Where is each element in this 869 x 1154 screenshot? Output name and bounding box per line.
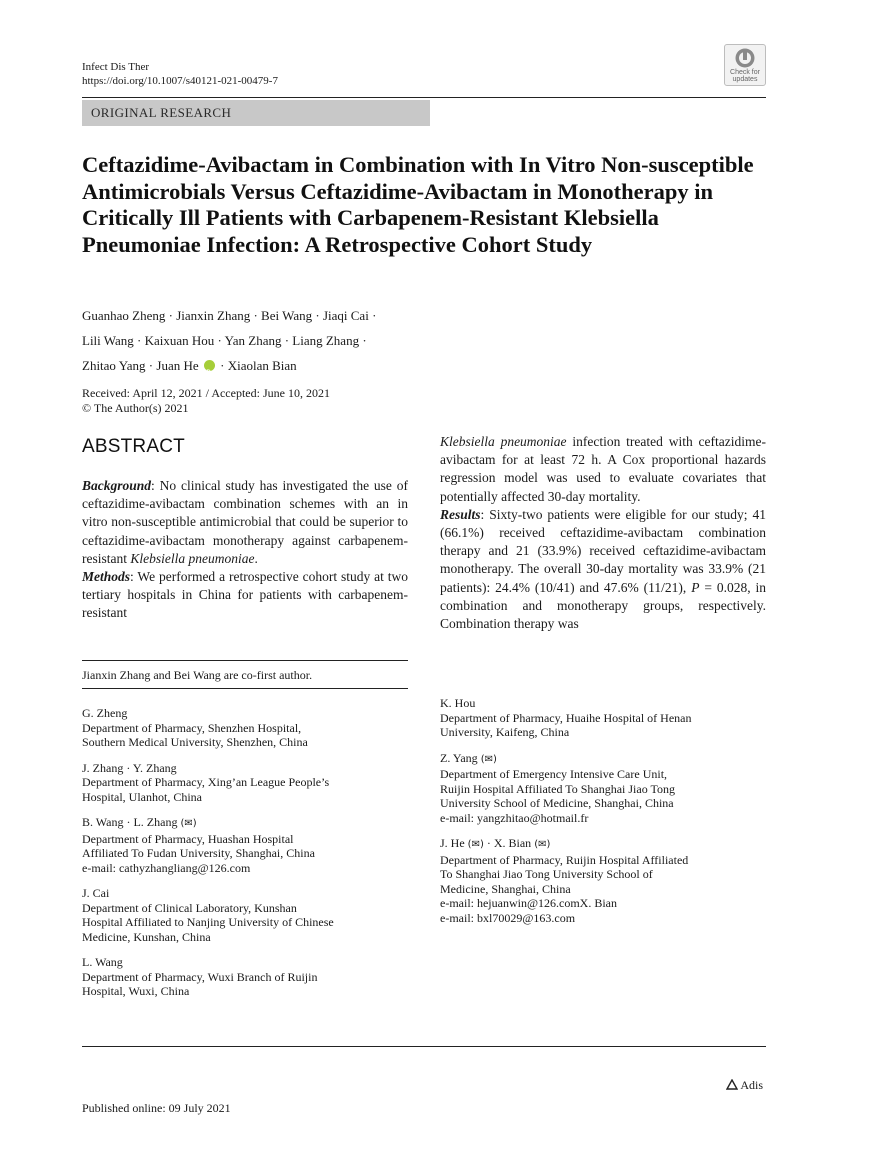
affiliation-name-row <box>82 815 412 832</box>
author-line-3b[interactable]: · Xiaolan Bian <box>220 358 297 373</box>
publisher-name: Adis <box>740 1078 764 1092</box>
affiliation-email[interactable]: e-mail: cathyzhangliang@126.com <box>82 860 251 875</box>
journal-header <box>82 60 278 88</box>
results-text-b: = 0.028, in combination and monotherapy groups, respectively. Combination therapy was <box>440 579 766 632</box>
affiliation-name: G. Zheng <box>82 706 128 720</box>
affiliation-name: L. Wang <box>82 955 123 969</box>
affiliation-line: Hospital Affiliated to Nanjing University of Chinese <box>82 915 334 929</box>
affiliation-name: · X. Bian <box>483 836 532 850</box>
orcid-icon[interactable] <box>204 360 215 371</box>
envelope-icon[interactable]: (✉) <box>534 839 551 850</box>
affiliation-email[interactable]: e-mail: hejuanwin@126.comX. Bian <box>440 896 618 910</box>
affiliation-line: Department of Emergency Intensive Care Unit, <box>440 767 668 781</box>
methods-italic: Klebsiella pneumoniae <box>440 434 567 449</box>
author-line-3a[interactable]: Zhitao Yang · Juan He <box>82 358 199 373</box>
affiliation-item <box>82 706 412 750</box>
abstract-right-column <box>440 433 766 633</box>
affiliation-email[interactable]: e-mail: bxl70029@163.com <box>440 910 576 925</box>
badge-text-2: updates <box>732 76 758 83</box>
note-rule-bottom <box>82 688 408 689</box>
affiliation-name-row <box>440 751 770 768</box>
affiliation-line: Department of Pharmacy, Shenzhen Hospital, <box>82 720 302 735</box>
envelope-icon[interactable]: (✉) <box>180 818 197 829</box>
check-for-updates-icon <box>734 47 756 69</box>
author-line-1[interactable]: Guanhao Zheng · Jianxin Zhang · Bei Wang · Jiaqi Cai · <box>82 308 377 323</box>
results-text-a: : Sixty-two patients were eligible for our study; 41 (66.1%) received ceftazidime-avibactam combination therapy and 21 (33.9%) received ceftazidime-avibactam monotherapy. The overall 30-day mortality was 33.9% (21 patients): 24.4% (10/41) and 47.6% (11/21), <box>440 506 766 595</box>
envelope-icon[interactable]: (✉) <box>467 839 484 850</box>
affiliation-line: Department of Pharmacy, Xing’an League People’s <box>82 775 330 789</box>
abstract-left-column <box>82 477 408 623</box>
affiliation-line: University School of Medicine, Shanghai, China <box>440 796 674 810</box>
results-p: P <box>691 579 700 595</box>
affiliation-item <box>440 696 770 740</box>
doi-link[interactable]: https://doi.org/10.1007/s40121-021-00479-7 <box>82 75 278 87</box>
affiliation-line: Department of Pharmacy, Ruijin Hospital Affiliated <box>440 852 689 867</box>
adis-triangle-icon <box>726 1079 738 1090</box>
article-title: Ceftazidime-Avibactam in Combination with In Vitro Non-susceptible Antimicrobials Versus Ceftazidime-Avibactam in Monotherapy in Critically Ill Patients with Carbapenem-Resistant Klebsiella Pneumoniae Infection: A Retrospective Cohort Study <box>82 152 754 257</box>
affiliation-name: J. He <box>440 836 465 850</box>
affiliation-line: University, Kaifeng, China <box>440 725 570 739</box>
results-label: Results <box>440 506 481 522</box>
envelope-icon[interactable]: (✉) <box>480 753 497 765</box>
affiliation-name: B. Wang · L. Zhang <box>82 815 178 829</box>
affiliation-line: Hospital, Wuxi, China <box>82 984 190 998</box>
affiliation-line: Department of Pharmacy, Huaihe Hospital of Henan <box>440 710 692 725</box>
abstract-heading: ABSTRACT <box>82 436 185 457</box>
published-online: Published online: 09 July 2021 <box>82 1101 231 1115</box>
affiliation-line: Department of Pharmacy, Huashan Hospital <box>82 831 294 846</box>
copyright: © The Author(s) 2021 <box>82 400 189 415</box>
affiliation-item <box>82 815 412 875</box>
affiliation-line: Department of Pharmacy, Wuxi Branch of Ruijin <box>82 969 318 984</box>
header-rule <box>82 97 766 98</box>
affiliation-line: Medicine, Kunshan, China <box>82 929 211 944</box>
background-italic: Klebsiella pneumoniae <box>130 550 255 566</box>
affiliation-item <box>82 761 412 805</box>
author-line-2[interactable]: Lili Wang · Kaixuan Hou · Yan Zhang · Liang Zhang · <box>82 333 367 348</box>
methods-text-b: infection treated with ceftazidime-avibactam for at least 72 h. A Cox proportional hazards regression model was used to evaluate covariates that potentially affected 30-day mortality. <box>440 434 766 504</box>
affiliations-left <box>82 706 412 1010</box>
affiliation-line: Ruijin Hospital Affiliated To Shanghai Jiao Tong <box>440 781 675 796</box>
affiliation-name-row <box>440 836 770 853</box>
affiliation-email[interactable]: e-mail: yangzhitao@hotmail.fr <box>440 810 589 825</box>
badge-text-1: Check for <box>730 69 760 76</box>
author-line-3 <box>82 353 502 378</box>
section-band <box>82 100 430 126</box>
journal-name: Infect Dis Ther <box>82 61 149 73</box>
affiliation-line: Department of Clinical Laboratory, Kunshan <box>82 900 297 915</box>
affiliation-item <box>82 955 412 999</box>
affiliation-name: Z. Yang <box>440 750 478 765</box>
affiliation-item <box>440 751 770 826</box>
author-list <box>82 303 502 378</box>
affiliation-line: Affiliated To Fudan University, Shanghai, China <box>82 846 315 860</box>
received-accepted: Received: April 12, 2021 / Accepted: June 10, 2021 <box>82 386 330 400</box>
affiliation-line: Southern Medical University, Shenzhen, China <box>82 735 308 749</box>
affiliation-item <box>440 836 770 925</box>
affiliation-name: J. Cai <box>82 886 110 900</box>
section-label: ORIGINAL RESEARCH <box>91 105 232 120</box>
background-text-a: : No clinical study has investigated the use of ceftazidime-avibactam combination schemes with an in vitro non-susceptible antimicrobial that could be superior to ceftazidime-avibactam monotherapy against carbapenem-resistant <box>82 478 408 566</box>
affiliation-item <box>82 886 412 944</box>
methods-label: Methods <box>82 569 131 585</box>
note-rule-top <box>82 660 408 661</box>
affiliation-name: K. Hou <box>440 696 476 710</box>
affiliation-line: Hospital, Ulanhot, China <box>82 789 202 804</box>
affiliation-name: J. Zhang · Y. Zhang <box>82 760 177 775</box>
affiliation-line: Medicine, Shanghai, China <box>440 881 571 896</box>
cofirst-note: Jianxin Zhang and Bei Wang are co-first author. <box>82 668 313 682</box>
footer-rule <box>82 1046 766 1047</box>
background-text-b: . <box>254 550 258 566</box>
affiliations-right <box>440 696 770 936</box>
publisher-logo <box>726 1078 763 1093</box>
check-for-updates-badge[interactable] <box>724 44 766 86</box>
article-dates <box>82 386 330 415</box>
methods-text-a: : We performed a retrospective cohort study at two tertiary hospitals in China for patients with carbapenem-resistant <box>82 569 408 621</box>
affiliation-line: To Shanghai Jiao Tong University School of <box>440 867 653 881</box>
background-label: Background <box>82 478 152 493</box>
